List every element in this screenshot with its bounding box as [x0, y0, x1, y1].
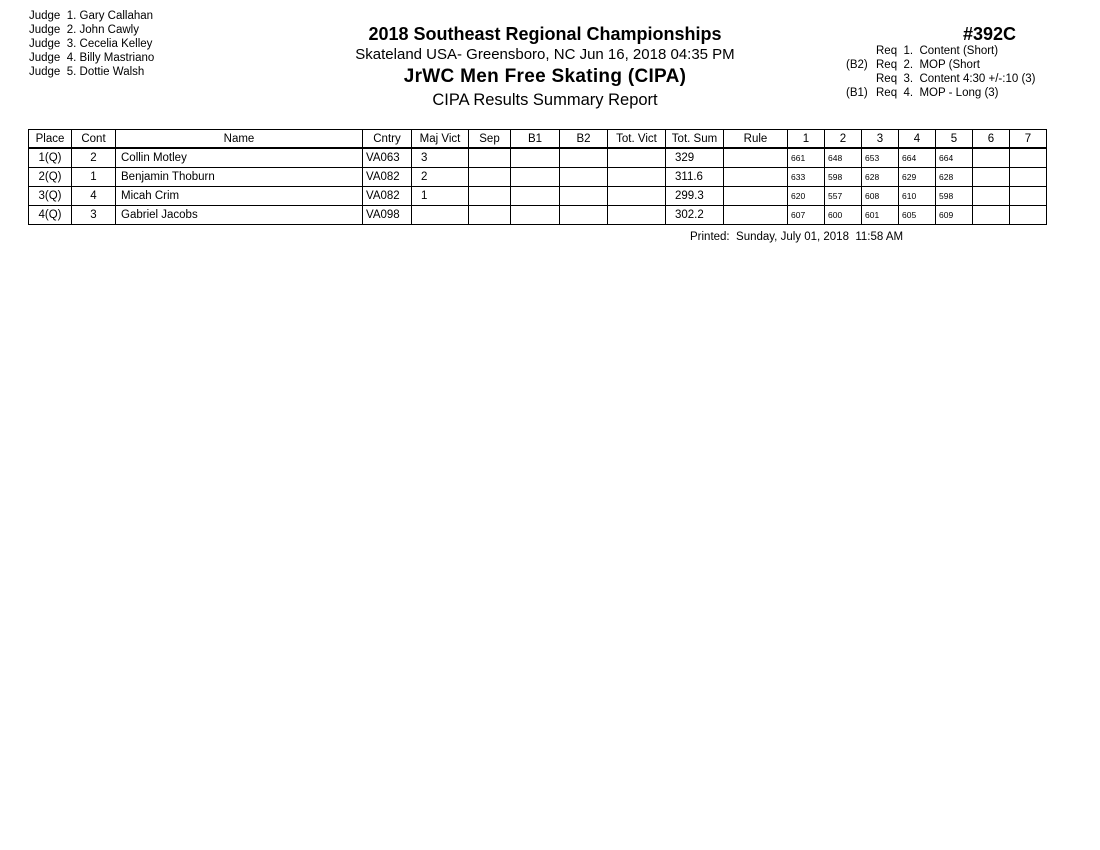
column-header: 1	[788, 130, 825, 149]
judge-label: Judge 1.	[29, 10, 77, 22]
req-prefix	[846, 72, 876, 86]
req-prefix	[846, 44, 876, 58]
judge-score-cell: 557	[825, 187, 862, 206]
b2-cell	[560, 187, 608, 206]
cntry-cell: VA063	[363, 148, 412, 168]
tot-vict-cell	[608, 206, 666, 225]
cntry-cell: VA082	[363, 187, 412, 206]
judge-name: Cecelia Kelley	[79, 38, 153, 50]
b1-cell	[511, 187, 560, 206]
judges-panel	[29, 9, 154, 79]
judge-name: Billy Mastriano	[79, 52, 155, 64]
name-cell: Collin Motley	[116, 148, 363, 168]
column-header: Cont	[72, 130, 116, 149]
place-cell: 4(Q)	[29, 206, 72, 225]
column-header: Place	[29, 130, 72, 149]
judge-score-cell: 605	[899, 206, 936, 225]
column-header: 6	[973, 130, 1010, 149]
judge-row	[29, 51, 154, 65]
column-header: B2	[560, 130, 608, 149]
judge-row	[29, 37, 154, 51]
judge-score-cell	[1010, 168, 1047, 187]
judge-score-cell	[973, 206, 1010, 225]
place-cell: 2(Q)	[29, 168, 72, 187]
sep-cell	[469, 148, 511, 168]
judge-score-cell: 661	[788, 148, 825, 168]
division-title: JrWC Men Free Skating (CIPA)	[403, 66, 687, 87]
tot-sum-cell: 311.6	[666, 168, 724, 187]
judge-score-cell: 608	[862, 187, 899, 206]
column-header: 3	[862, 130, 899, 149]
printed-timestamp: Printed: Sunday, July 01, 2018 11:58 AM	[690, 231, 904, 243]
maj-vict-cell: 2	[412, 168, 469, 187]
sep-cell	[469, 168, 511, 187]
judge-score-cell: 628	[862, 168, 899, 187]
tot-sum-cell: 302.2	[666, 206, 724, 225]
name-cell: Benjamin Thoburn	[116, 168, 363, 187]
results-table	[28, 129, 1047, 225]
tot-vict-cell	[608, 148, 666, 168]
judge-score-cell	[1010, 148, 1047, 168]
judge-name: John Cawly	[79, 24, 139, 36]
requirement-row	[846, 44, 1036, 58]
judge-score-cell	[973, 187, 1010, 206]
b1-cell	[511, 206, 560, 225]
judge-score-cell: 648	[825, 148, 862, 168]
judge-score-cell: 664	[936, 148, 973, 168]
judge-row	[29, 9, 154, 23]
rule-cell	[724, 206, 788, 225]
table-header-row	[29, 130, 1047, 149]
maj-vict-cell: 1	[412, 187, 469, 206]
cont-cell: 1	[72, 168, 116, 187]
name-cell: Gabriel Jacobs	[116, 206, 363, 225]
table-row	[29, 206, 1047, 225]
tot-vict-cell	[608, 187, 666, 206]
judge-score-cell: 610	[899, 187, 936, 206]
cont-cell: 3	[72, 206, 116, 225]
req-prefix: (B2)	[846, 59, 868, 71]
judge-score-cell	[973, 148, 1010, 168]
sep-cell	[469, 187, 511, 206]
table-row	[29, 187, 1047, 206]
requirements-panel	[846, 44, 1036, 100]
judge-score-cell: 598	[825, 168, 862, 187]
judge-label: Judge 4.	[29, 52, 77, 64]
requirement-row	[846, 72, 1036, 86]
column-header: 5	[936, 130, 973, 149]
rule-cell	[724, 148, 788, 168]
place-cell: 1(Q)	[29, 148, 72, 168]
b1-cell	[511, 148, 560, 168]
name-cell: Micah Crim	[116, 187, 363, 206]
judge-score-cell: 633	[788, 168, 825, 187]
req-prefix: (B1)	[846, 87, 868, 99]
judge-score-cell: 600	[825, 206, 862, 225]
column-header: Maj Vict	[412, 130, 469, 149]
judge-score-cell: 653	[862, 148, 899, 168]
judge-score-cell: 664	[899, 148, 936, 168]
judge-name: Dottie Walsh	[79, 66, 145, 78]
column-header: B1	[511, 130, 560, 149]
cont-cell: 2	[72, 148, 116, 168]
judge-name: Gary Callahan	[79, 10, 154, 22]
column-header: Sep	[469, 130, 511, 149]
judge-row	[29, 23, 154, 37]
table-row	[29, 168, 1047, 187]
column-header: Tot. Sum	[666, 130, 724, 149]
rule-cell	[724, 187, 788, 206]
cont-cell: 4	[72, 187, 116, 206]
column-header: 4	[899, 130, 936, 149]
event-title: 2018 Southeast Regional Championships	[368, 24, 722, 44]
judge-score-cell: 629	[899, 168, 936, 187]
req-text: Req 4. MOP - Long (3)	[876, 87, 999, 99]
b2-cell	[560, 148, 608, 168]
table-row	[29, 148, 1047, 168]
maj-vict-cell	[412, 206, 469, 225]
tot-vict-cell	[608, 168, 666, 187]
report-header	[340, 22, 750, 110]
req-text: Req 1. Content (Short)	[876, 45, 999, 57]
column-header: 7	[1010, 130, 1047, 149]
column-header: Name	[116, 130, 363, 149]
rule-cell	[724, 168, 788, 187]
requirement-row	[846, 86, 1036, 100]
judge-row	[29, 65, 154, 79]
judge-score-cell	[973, 168, 1010, 187]
requirement-row	[846, 58, 1036, 72]
column-header: Cntry	[363, 130, 412, 149]
judge-score-cell: 609	[936, 206, 973, 225]
column-header: Tot. Vict	[608, 130, 666, 149]
b2-cell	[560, 206, 608, 225]
judge-label: Judge 3.	[29, 38, 77, 50]
place-cell: 3(Q)	[29, 187, 72, 206]
column-header: Rule	[724, 130, 788, 149]
b1-cell	[511, 168, 560, 187]
judge-score-cell: 607	[788, 206, 825, 225]
sep-cell	[469, 206, 511, 225]
judge-score-cell: 628	[936, 168, 973, 187]
judge-score-cell	[1010, 206, 1047, 225]
tot-sum-cell: 329	[666, 148, 724, 168]
event-number: #392C	[963, 24, 1017, 44]
venue-date-line: Skateland USA- Greensboro, NC Jun 16, 2018 04:35 PM	[355, 46, 735, 63]
req-text: Req 2. MOP (Short	[876, 59, 980, 71]
judge-score-cell: 598	[936, 187, 973, 206]
cntry-cell: VA082	[363, 168, 412, 187]
b2-cell	[560, 168, 608, 187]
req-text: Req 3. Content 4:30 +/-:10 (3)	[876, 73, 1036, 85]
judge-label: Judge 5.	[29, 66, 77, 78]
judge-score-cell: 601	[862, 206, 899, 225]
judge-score-cell: 620	[788, 187, 825, 206]
report-title: CIPA Results Summary Report	[432, 91, 658, 109]
tot-sum-cell: 299.3	[666, 187, 724, 206]
judge-label: Judge 2.	[29, 24, 77, 36]
maj-vict-cell: 3	[412, 148, 469, 168]
judge-score-cell	[1010, 187, 1047, 206]
cntry-cell: VA098	[363, 206, 412, 225]
column-header: 2	[825, 130, 862, 149]
